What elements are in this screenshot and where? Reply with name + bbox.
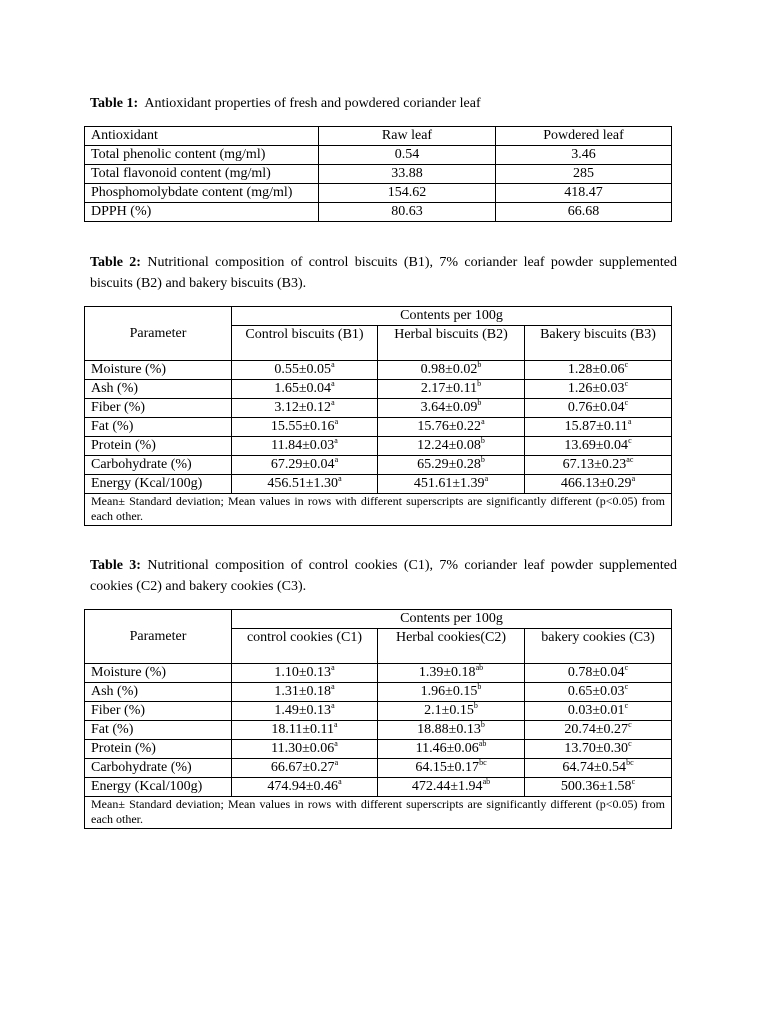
value-text: 466.13±0.29 [560,476,632,491]
value-text: 64.15±0.17 [415,760,480,775]
table3-col-header: bakery cookies (C3) [525,629,672,664]
significance-superscript: a [331,663,335,672]
value-text: 3.12±0.12 [274,400,332,415]
parameter-cell: Moisture (%) [85,361,232,380]
value-cell [525,380,672,399]
table1-caption-text: Antioxidant properties of fresh and powdered coriander leaf [144,96,481,111]
value-cell [525,418,672,437]
value-text: 1.26±0.03 [567,381,625,396]
value-text: 15.87±0.11 [564,419,628,434]
value-text: 1.96±0.15 [420,684,478,699]
value-text: 500.36±1.58 [560,779,632,794]
parameter-cell: Carbohydrate (%) [85,456,232,475]
table3-caption [90,555,677,597]
table-row [85,456,672,475]
table1-header-cell: Powdered leaf [496,127,672,146]
value-cell [378,437,525,456]
value-cell [378,475,525,494]
value-text: 1.31±0.18 [274,684,332,699]
value-text: 1.39±0.18 [418,665,476,680]
table-cell: 66.68 [496,203,672,222]
value-cell [232,418,378,437]
value-cell [525,740,672,759]
value-cell [525,456,672,475]
parameter-cell: Moisture (%) [85,664,232,683]
parameter-cell: Carbohydrate (%) [85,759,232,778]
table2-caption [90,252,677,294]
value-cell [378,380,525,399]
value-text: 0.03±0.01 [567,703,625,718]
significance-superscript: a [331,398,335,407]
parameter-cell: Fiber (%) [85,399,232,418]
value-cell [232,759,378,778]
table-row [85,418,672,437]
value-text: 472.44±1.94 [411,779,483,794]
value-cell [378,361,525,380]
parameter-cell: Protein (%) [85,437,232,456]
significance-superscript: b [477,682,482,691]
value-text: 1.49±0.13 [274,703,332,718]
significance-superscript: b [480,455,485,464]
table-cell: 154.62 [319,184,496,203]
value-cell [232,702,378,721]
significance-superscript: b [473,701,478,710]
significance-superscript: b [480,720,485,729]
table2-label: Table 2: [90,255,141,270]
value-text: 451.61±1.39 [413,476,485,491]
table1-header-cell: Raw leaf [319,127,496,146]
significance-superscript: bc [479,758,487,767]
significance-superscript: a [334,417,339,426]
value-cell [232,475,378,494]
significance-superscript: c [628,720,632,729]
table1-label: Table 1: [90,96,139,111]
parameter-cell: Energy (Kcal/100g) [85,778,232,797]
table-row [85,184,672,203]
value-cell [232,721,378,740]
value-text: 2.17±0.11 [420,381,478,396]
value-text: 15.55±0.16 [270,419,335,434]
significance-superscript: a [484,474,489,483]
table1 [84,126,672,222]
value-cell [378,702,525,721]
value-cell [525,475,672,494]
significance-superscript: c [624,701,629,710]
table2-group-header: Contents per 100g [232,307,672,326]
significance-superscript: a [334,758,339,767]
parameter-cell: Protein (%) [85,740,232,759]
table3-group-header-row [85,610,672,629]
table2 [84,306,672,526]
table-row [85,721,672,740]
value-text: 0.78±0.04 [567,665,625,680]
significance-superscript: a [334,436,338,445]
value-text: 1.65±0.04 [274,381,332,396]
significance-superscript: a [331,682,335,691]
value-text: 15.76±0.22 [417,419,482,434]
table-cell: 0.54 [319,146,496,165]
value-cell [232,361,378,380]
table-cell: 33.88 [319,165,496,184]
parameter-cell: Energy (Kcal/100g) [85,475,232,494]
value-text: 11.30±0.06 [271,741,335,756]
table-row [85,437,672,456]
parameter-cell: Fat (%) [85,721,232,740]
value-cell [378,683,525,702]
table-row [85,380,672,399]
table-row [85,778,672,797]
significance-superscript: ab [478,739,487,748]
table2-col-header: Herbal biscuits (B2) [378,326,525,361]
table-row [85,399,672,418]
value-text: 11.46±0.06 [415,741,479,756]
table-cell: 3.46 [496,146,672,165]
table2-footnote-row [85,494,672,526]
table-row [85,702,672,721]
table3-footnote: Mean± Standard deviation; Mean values in rows with different superscripts are significantly different (p<0.05) from each other. [85,797,672,829]
significance-superscript: ab [482,777,491,786]
value-text: 0.76±0.04 [567,400,625,415]
value-cell [232,778,378,797]
significance-superscript: a [334,455,339,464]
value-cell [525,664,672,683]
significance-superscript: a [338,777,342,786]
table3-group-header: Contents per 100g [232,610,672,629]
value-text: 13.69±0.04 [564,438,629,453]
value-cell [525,437,672,456]
table-cell: Phosphomolybdate content (mg/ml) [85,184,319,203]
value-cell [525,778,672,797]
value-text: 2.1±0.15 [424,703,474,718]
value-text: 1.28±0.06 [567,362,625,377]
table-cell: 80.63 [319,203,496,222]
value-cell [378,418,525,437]
significance-superscript: b [477,379,482,388]
table-row [85,475,672,494]
significance-superscript: c [624,398,629,407]
value-cell [378,740,525,759]
value-cell [525,721,672,740]
value-cell [525,399,672,418]
table-row [85,146,672,165]
value-text: 11.84±0.03 [271,438,335,453]
significance-superscript: c [631,777,636,786]
table-cell: 418.47 [496,184,672,203]
table-row [85,165,672,184]
significance-superscript: ac [626,455,634,464]
value-text: 13.70±0.30 [564,741,629,756]
value-cell [525,702,672,721]
table-row [85,664,672,683]
significance-superscript: c [624,360,629,369]
value-cell [232,456,378,475]
table-cell: Total flavonoid content (mg/ml) [85,165,319,184]
table-row [85,361,672,380]
value-text: 12.24±0.08 [417,438,481,453]
significance-superscript: c [628,739,632,748]
value-text: 3.64±0.09 [420,400,478,415]
significance-superscript: a [627,417,632,426]
significance-superscript: b [480,436,485,445]
table2-param-header: Parameter [85,307,232,361]
value-cell [378,399,525,418]
value-cell [232,437,378,456]
table2-col-header: Bakery biscuits (B3) [525,326,672,361]
significance-superscript: c [624,663,629,672]
table1-header-cell: Antioxidant [85,127,319,146]
value-text: 1.10±0.13 [274,665,332,680]
table-row [85,203,672,222]
significance-superscript: a [481,417,485,426]
significance-superscript: a [334,739,338,748]
value-text: 64.74±0.54 [562,760,627,775]
value-text: 456.51±1.30 [267,476,339,491]
table2-group-header-row [85,307,672,326]
value-text: 66.67±0.27 [270,760,335,775]
significance-superscript: a [631,474,636,483]
significance-superscript: ab [475,663,484,672]
table3-param-header: Parameter [85,610,232,664]
value-cell [525,361,672,380]
value-cell [378,721,525,740]
table-cell: 285 [496,165,672,184]
table-cell: Total phenolic content (mg/ml) [85,146,319,165]
parameter-cell: Ash (%) [85,380,232,399]
value-text: 0.65±0.03 [567,684,625,699]
value-text: 18.88±0.13 [417,722,481,737]
value-cell [378,759,525,778]
table2-col-header: Control biscuits (B1) [232,326,378,361]
parameter-cell: Ash (%) [85,683,232,702]
significance-superscript: b [477,360,482,369]
table3-col-header: control cookies (C1) [232,629,378,664]
significance-superscript: bc [626,758,634,767]
table3-col-header: Herbal cookies(C2) [378,629,525,664]
value-cell [232,399,378,418]
value-text: 18.11±0.11 [271,722,335,737]
value-text: 0.98±0.02 [420,362,478,377]
significance-superscript: c [624,379,629,388]
value-cell [378,664,525,683]
significance-superscript: c [624,682,629,691]
table3-footnote-row [85,797,672,829]
parameter-cell: Fiber (%) [85,702,232,721]
value-text: 0.55±0.05 [274,362,332,377]
table1-caption [90,93,677,114]
table1-header-row [85,127,672,146]
value-cell [232,380,378,399]
table-row [85,683,672,702]
table-row [85,740,672,759]
value-cell [378,456,525,475]
table3-caption-text: Nutritional composition of control cookies (C1), 7% coriander leaf powder supplemented cookies (C2) and bakery cookies (C3). [90,558,677,594]
value-cell [232,664,378,683]
value-text: 20.74±0.27 [564,722,629,737]
value-cell [378,778,525,797]
significance-superscript: a [331,360,335,369]
significance-superscript: c [628,436,632,445]
parameter-cell: Fat (%) [85,418,232,437]
significance-superscript: a [334,720,338,729]
table2-footnote: Mean± Standard deviation; Mean values in rows with different superscripts are significantly different (p<0.05) from each other. [85,494,672,526]
significance-superscript: a [331,379,335,388]
significance-superscript: b [477,398,482,407]
table2-caption-text: Nutritional composition of control biscuits (B1), 7% coriander leaf powder supplemented biscuits (B2) and bakery biscuits (B3). [90,255,678,291]
table3 [84,609,672,829]
value-text: 65.29±0.28 [417,457,481,472]
value-text: 474.94±0.46 [267,779,339,794]
value-cell [525,759,672,778]
table3-label: Table 3: [90,558,141,573]
value-cell [232,683,378,702]
value-cell [525,683,672,702]
table-cell: DPPH (%) [85,203,319,222]
value-text: 67.29±0.04 [270,457,335,472]
significance-superscript: a [331,701,335,710]
significance-superscript: a [338,474,342,483]
value-cell [232,740,378,759]
value-text: 67.13±0.23 [562,457,627,472]
table-row [85,759,672,778]
